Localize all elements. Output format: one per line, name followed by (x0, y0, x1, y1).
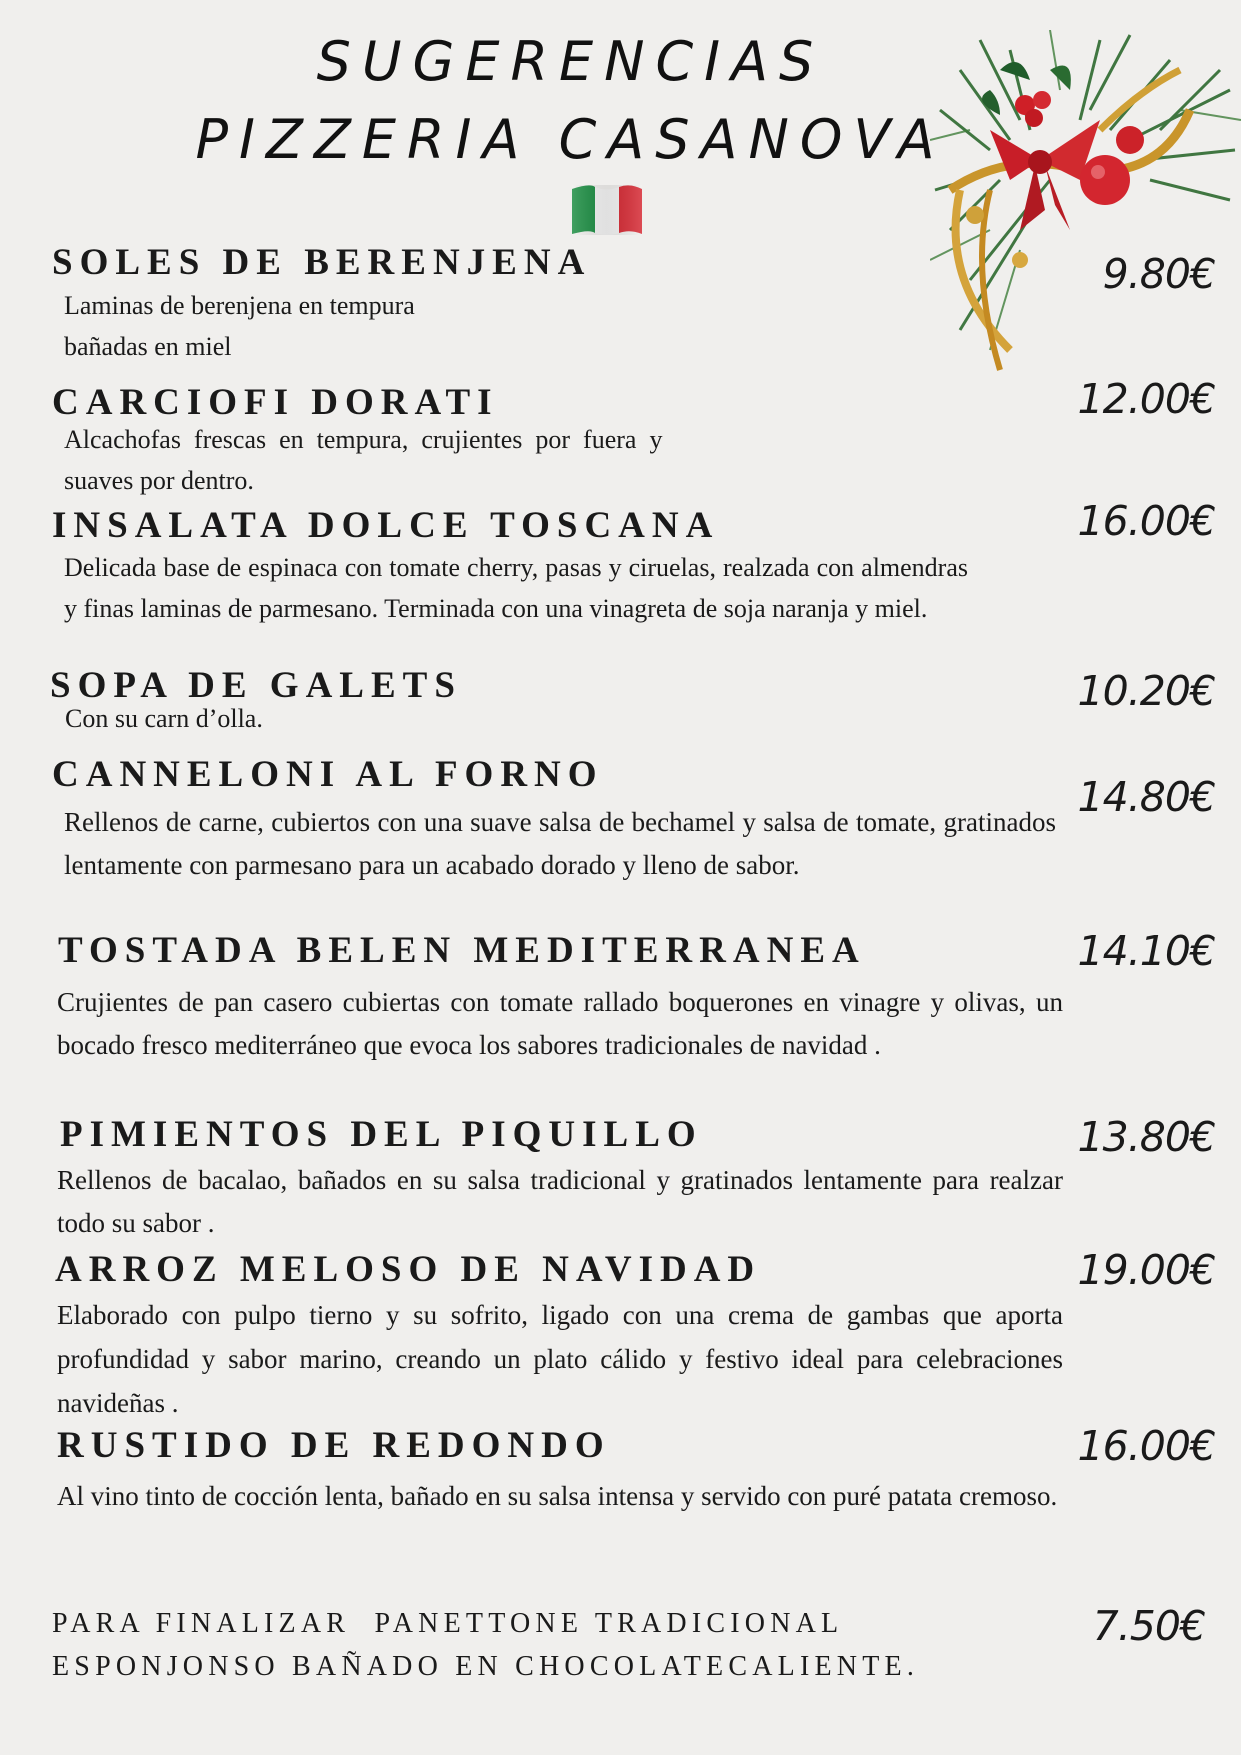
menu-title: SUGERENCIAS (316, 30, 825, 93)
dish-description: Alcachofas frescas en tempura, crujientes por fuera y suaves por dentro. (64, 425, 663, 495)
dessert-text: PARA FINALIZAR PANETTONE TRADICIONAL ESPONJONSO BAÑADO EN CHOCOLATECALIENTE. (52, 1608, 920, 1682)
dish-price: 16.00€ (1077, 497, 1215, 545)
dish-price: 13.80€ (1077, 1113, 1215, 1161)
dish-name: RUSTIDO DE REDONDO (57, 1425, 611, 1466)
dish-price: 9.80€ (1102, 250, 1215, 298)
dish-description: Rellenos de bacalao, bañados en su salsa tradicional y gratinados lentamente para realzar todo su sabor . (57, 1165, 1063, 1238)
dish-description: Crujientes de pan casero cubiertas con tomate rallado boquerones en vinagre y olivas, un bocado fresco mediterráneo que evoca los sabores tradicionales de navidad . (57, 987, 1063, 1060)
dish-name: PIMIENTOS DEL PIQUILLO (60, 1114, 703, 1155)
dish-price: 12.00€ (1077, 375, 1215, 423)
dish-price: 14.10€ (1077, 927, 1215, 975)
dish-price: 16.00€ (1077, 1422, 1215, 1470)
dessert-price: 7.50€ (1092, 1602, 1205, 1650)
dish-description: Al vino tinto de cocción lenta, bañado en su salsa intensa y servido con puré patata cremoso. (57, 1481, 1058, 1511)
restaurant-name: PIZZERIA CASANOVA (195, 108, 946, 171)
dish-name: SOLES DE BERENJENA (52, 242, 592, 283)
dish-description: Elaborado con pulpo tierno y su sofrito, ligado con una crema de gambas que aporta profundidad y sabor marino, creando un plato cálido y festivo ideal para celebraciones navideñas . (57, 1300, 1063, 1418)
italian-flag-icon (570, 181, 644, 236)
dish-name: CARCIOFI DORATI (52, 382, 499, 423)
dish-name: SOPA DE GALETS (50, 665, 462, 706)
dish-name: TOSTADA BELEN MEDITERRANEA (58, 930, 866, 971)
dish-price: 19.00€ (1077, 1246, 1215, 1294)
dish-name: CANNELONI AL FORNO (52, 754, 604, 795)
dish-description: Rellenos de carne, cubiertos con una suave salsa de bechamel y salsa de tomate, gratinados lentamente con parmesano para un acabado dorado y lleno de sabor. (64, 807, 1056, 880)
dish-description: Con su carn d’olla. (65, 704, 263, 733)
christmas-holly-ribbon-ornament-icon (930, 30, 1241, 375)
dish-name: INSALATA DOLCE TOSCANA (52, 505, 720, 546)
dish-description: Delicada base de espinaca con tomate cherry, pasas y ciruelas, realzada con almendras y finas laminas de parmesano. Terminada con una vinagreta de soja naranja y miel. (64, 553, 968, 623)
dish-name: ARROZ MELOSO DE NAVIDAD (55, 1249, 762, 1290)
dish-price: 14.80€ (1077, 773, 1215, 821)
dish-description: Laminas de berenjena en tempura bañadas en miel (64, 291, 415, 361)
dish-price: 10.20€ (1077, 667, 1215, 715)
